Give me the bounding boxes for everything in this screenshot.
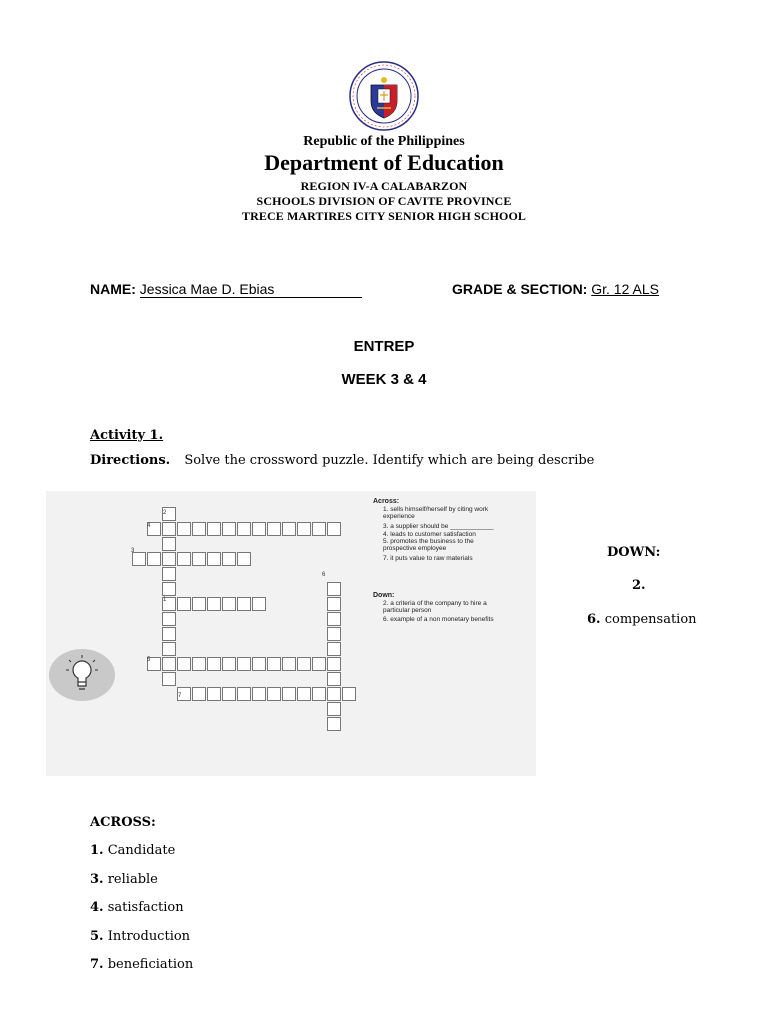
crossword-cell: [222, 597, 236, 611]
across-answer-number: 7.: [90, 957, 104, 972]
region-heading: REGION IV-A CALABARZON: [300, 179, 468, 193]
down-clues-title: Down:: [373, 592, 395, 599]
clue-number: 2: [163, 510, 167, 516]
crossword-puzzle: [46, 491, 536, 776]
activity-title: Activity 1.: [90, 428, 164, 443]
crossword-cell: [327, 582, 341, 596]
across-answer-number: 1.: [90, 843, 104, 858]
across-clue: prospective employee: [383, 545, 447, 552]
crossword-cell: [327, 597, 341, 611]
across-answer-number: 4.: [90, 900, 104, 915]
crossword-cell: [252, 657, 266, 671]
crossword-cell: [162, 567, 176, 581]
across-clue: 5. promotes the business to the: [383, 538, 474, 545]
across-clues-title: Across:: [373, 498, 400, 505]
crossword-cell: [327, 522, 341, 536]
crossword-cell: [147, 552, 161, 566]
crossword-cell: [327, 672, 341, 686]
down-answer-item: [632, 578, 646, 593]
across-answer-item: [90, 957, 193, 972]
crossword-cell: [282, 657, 296, 671]
division-heading: SCHOOLS DIVISION OF CAVITE PROVINCE: [256, 194, 512, 208]
crossword-cell: [192, 552, 206, 566]
crossword-cell: [327, 642, 341, 656]
grade-row: [452, 281, 659, 297]
crossword-cell: [267, 522, 281, 536]
across-answer-item: [90, 929, 190, 944]
crossword-cell: [327, 687, 341, 701]
clue-number: 6: [322, 572, 326, 578]
across-answer-text: Candidate: [107, 843, 176, 858]
clue-number: 4: [147, 523, 151, 529]
crossword-cell: [237, 657, 251, 671]
crossword-cell: [312, 687, 326, 701]
department-heading: Department of Education: [264, 150, 504, 175]
across-answers-title: ACROSS:: [90, 815, 156, 830]
across-clue: 1. sells himself/herself by citing work: [383, 506, 489, 513]
crossword-cell: [297, 522, 311, 536]
crossword-cell: [162, 522, 176, 536]
down-answer-text: compensation: [604, 612, 697, 627]
grade-value: Gr. 12 ALS: [591, 281, 659, 297]
crossword-cell: [222, 687, 236, 701]
across-answer-item: [90, 872, 158, 887]
across-answer-text: satisfaction: [107, 900, 184, 915]
crossword-cell: [162, 657, 176, 671]
across-answer-text: Introduction: [107, 929, 191, 944]
down-answer-item: [587, 612, 697, 627]
clue-number: 1: [163, 597, 167, 603]
deped-seal-logo: [349, 61, 419, 131]
across-answer-text: beneficiation: [107, 957, 194, 972]
grade-label: GRADE & SECTION:: [452, 281, 588, 297]
across-clue: 4. leads to customer satisfaction: [383, 531, 476, 538]
across-answer-text: reliable: [107, 872, 158, 887]
clue-number: 3: [131, 548, 135, 554]
lightbulb-icon: [48, 648, 116, 702]
crossword-cell: [252, 522, 266, 536]
crossword-cell: [192, 657, 206, 671]
crossword-cell: [267, 687, 281, 701]
crossword-cell: [282, 522, 296, 536]
crossword-cell: [162, 627, 176, 641]
crossword-cell: [222, 552, 236, 566]
crossword-cell: [312, 522, 326, 536]
crossword-cell: [162, 612, 176, 626]
crossword-cell: [177, 657, 191, 671]
down-clue: 2. a criteria of the company to hire a: [383, 600, 487, 607]
name-row: [90, 281, 362, 298]
crossword-cell: [162, 582, 176, 596]
down-answer-number: 2.: [632, 578, 646, 593]
down-clue: 6. example of a non monetary benefits: [383, 616, 494, 623]
crossword-cell: [327, 657, 341, 671]
crossword-cell: [162, 672, 176, 686]
crossword-cell: [282, 687, 296, 701]
crossword-cell: [207, 657, 221, 671]
down-clue: particular person: [383, 607, 432, 614]
crossword-cell: [297, 687, 311, 701]
directions-text: Solve the crossword puzzle. Identify which are being describe: [184, 453, 595, 468]
crossword-cell: [177, 522, 191, 536]
crossword-cell: [177, 597, 191, 611]
crossword-cell: [237, 522, 251, 536]
clue-number: 7: [178, 693, 182, 699]
crossword-cell: [237, 552, 251, 566]
name-value: Jessica Mae D. Ebias: [140, 282, 362, 298]
crossword-cell: [252, 597, 266, 611]
crossword-cell: [327, 717, 341, 731]
crossword-cell: [342, 687, 356, 701]
crossword-cell: [327, 612, 341, 626]
crossword-cell: [297, 657, 311, 671]
across-clue: 7. it puts value to raw materials: [383, 555, 473, 562]
crossword-cell: [132, 552, 146, 566]
directions: [90, 453, 594, 468]
school-heading: TRECE MARTIRES CITY SENIOR HIGH SCHOOL: [242, 209, 526, 223]
clue-number: 5: [147, 657, 151, 663]
across-answer-number: 5.: [90, 929, 104, 944]
republic-heading: Republic of the Philippines: [303, 134, 465, 149]
crossword-cell: [222, 522, 236, 536]
crossword-cell: [207, 687, 221, 701]
crossword-cell: [177, 552, 191, 566]
across-clue: experience: [383, 513, 415, 520]
down-answer-number: 6.: [587, 612, 601, 627]
crossword-cell: [192, 597, 206, 611]
crossword-cell: [162, 642, 176, 656]
crossword-cell: [162, 537, 176, 551]
across-answer-item: [90, 900, 184, 915]
crossword-cell: [237, 687, 251, 701]
name-label: NAME:: [90, 281, 136, 297]
across-clue: 3. a supplier should be ____________: [383, 523, 494, 530]
crossword-cell: [252, 687, 266, 701]
subject-title: ENTREP: [353, 338, 415, 355]
crossword-cell: [207, 552, 221, 566]
directions-label: Directions.: [90, 453, 171, 468]
across-answer-item: [90, 843, 175, 858]
crossword-cell: [237, 597, 251, 611]
crossword-cell: [222, 657, 236, 671]
crossword-cell: [207, 597, 221, 611]
crossword-cell: [327, 702, 341, 716]
week-title: WEEK 3 & 4: [341, 371, 427, 388]
crossword-cell: [207, 522, 221, 536]
crossword-cell: [267, 657, 281, 671]
crossword-cell: [327, 627, 341, 641]
down-answers-title: DOWN:: [607, 545, 661, 560]
crossword-cell: [192, 687, 206, 701]
crossword-cell: [162, 552, 176, 566]
crossword-cell: [312, 657, 326, 671]
across-answer-number: 3.: [90, 872, 104, 887]
crossword-cell: [192, 522, 206, 536]
